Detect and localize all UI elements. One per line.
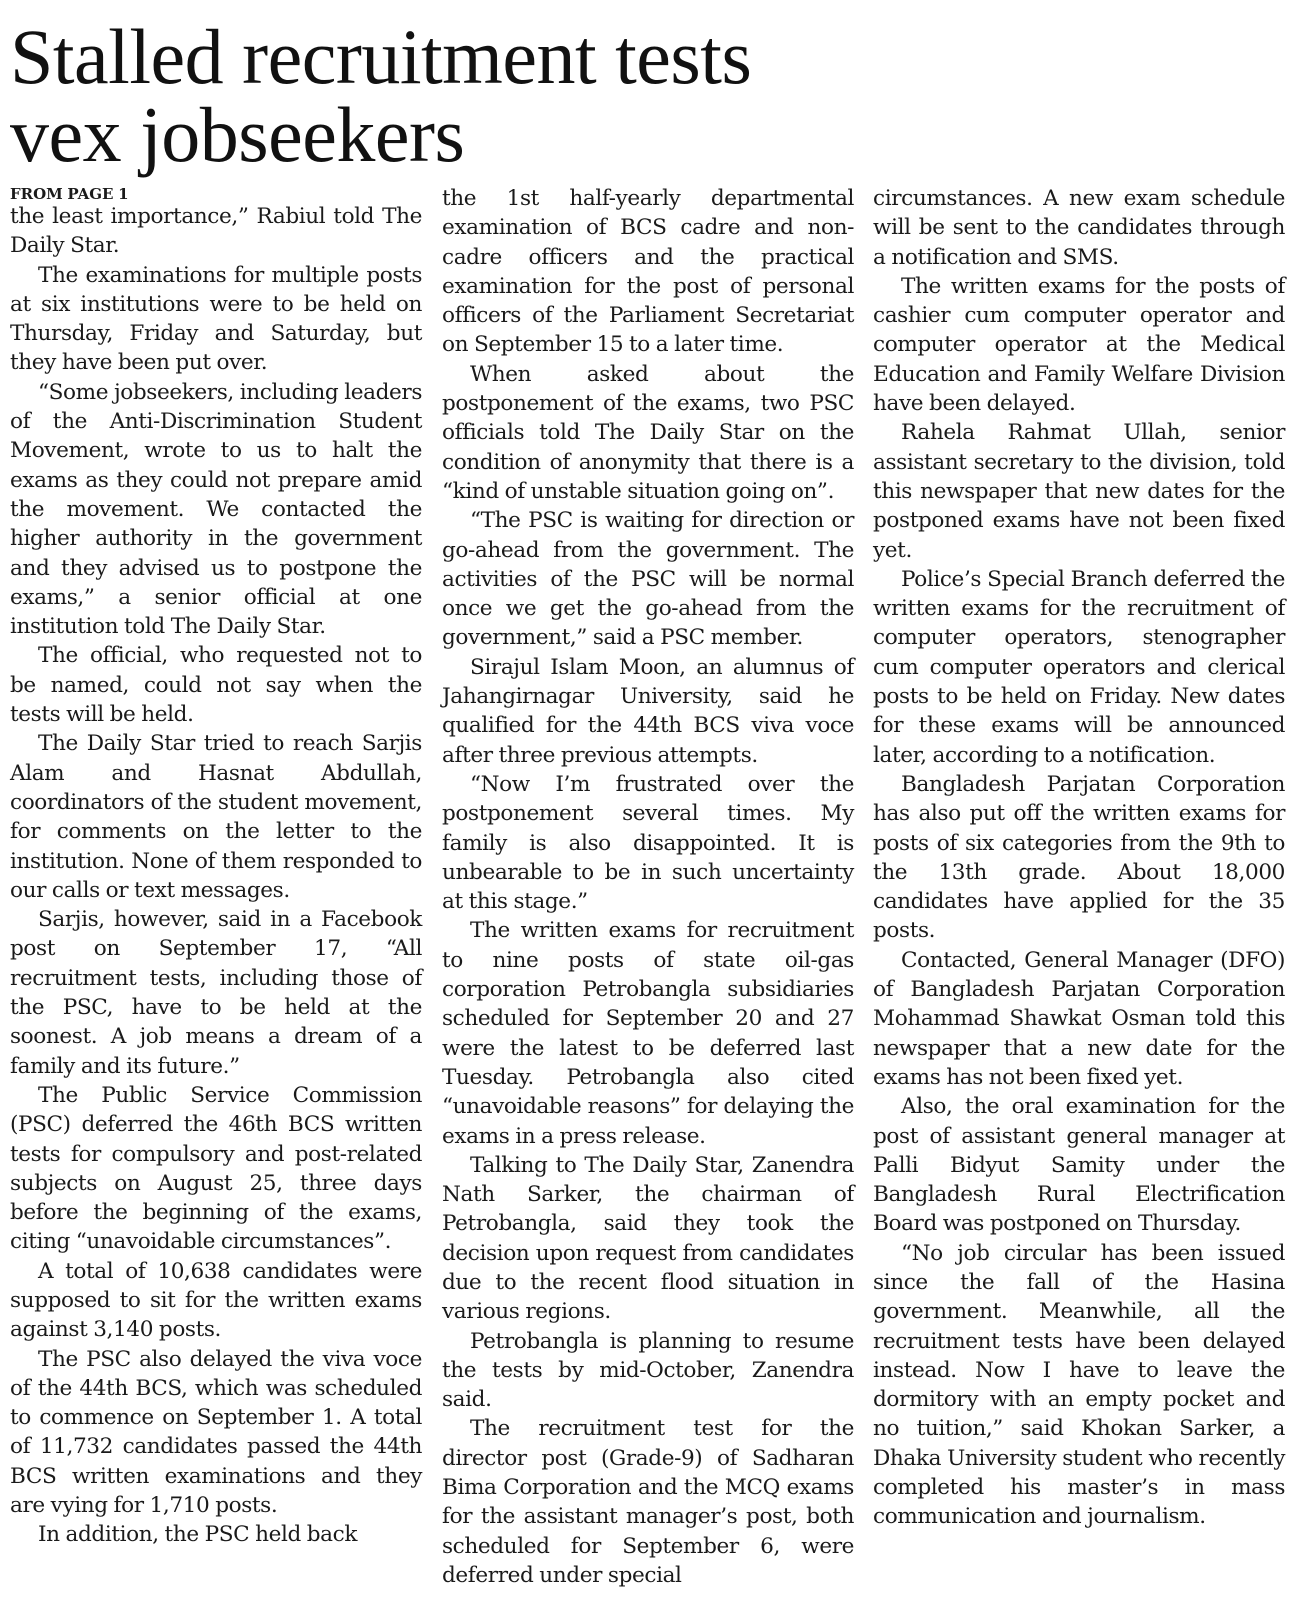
paragraph: The PSC also delayed the viva voce of the 44th BCS, which was scheduled to commence on September 1. A total of 11,732 candidates passed the 44th BCS written examinations and they are vying for 1,710 posts. [10,1346,422,1519]
paragraph: The written exams for the posts of cashier cum computer operator and computer operator at the Medical Education and Family Welfare Division have been delayed. [873,273,1285,417]
kicker-from-page: FROM PAGE 1 [10,185,129,203]
paragraph: A total of 10,638 candidates were supposed to sit for the written exams against 3,140 posts. [10,1258,422,1343]
paragraph: The Public Service Commission (PSC) deferred the 46th BCS written tests for compulsory and post-related subjects on August 25, three days before the beginning of the exams, citing “unavoidable circumstances”. [10,1082,422,1255]
article-column-3 [873,184,1285,1532]
paragraph: “No job circular has been issued since the fall of the Hasina government. Meanwhile, all the recruitment tests have been delayed instead. Now I have to leave the dormitory with an empty pocket and no tuition,” said Khokan Sarker, a Dhaka University student who recently completed his master’s in mass communication and journalism. [873,1240,1285,1530]
paragraph: In addition, the PSC held back [38,1522,358,1548]
paragraph: the least importance,” Rabiul told The Daily Star. [10,204,422,259]
paragraph: circumstances. A new exam schedule will be sent to the candidates through a notification and SMS. [873,186,1285,270]
article-column-2 [442,184,854,1590]
paragraph: Talking to The Daily Star, Zanendra Nath Sarker, the chairman of Petrobangla, said they took the decision upon request from candidates due to the recent flood situation in various regions. [442,1152,854,1325]
paragraph: Bangladesh Parjatan Corporation has also put off the written exams for posts of six categories from the 9th to the 13th grade. About 18,000 candidates have applied for the 35 posts. [873,771,1285,944]
paragraph: the 1st half-yearly departmental examination of BCS cadre and non-cadre officers and the practical examination for the post of personal officers of the Parliament Secretariat on September 15 to a later time. [442,186,854,358]
paragraph: Also, the oral examination for the post of assistant general manager at Palli Bidyut Samity under the Bangladesh Rural Electrification Board was postponed on Thursday. [873,1094,1285,1237]
paragraph: Sarjis, however, said in a Facebook post on September 17, “All recruitment tests, including those of the PSC, have to be held at the soonest. A job means a dream of a family and its future.” [10,907,422,1079]
paragraph: The examinations for multiple posts at six institutions were to be held on Thursday, Friday and Saturday, but they have been put over. [10,262,422,376]
paragraph: The official, who requested not to be named, could not say when the tests will be held. [10,643,422,728]
headline-line-1: Stalled recruitment tests [10,13,752,100]
paragraph: “Some jobseekers, including leaders of the Anti-Discrimination Student Movement, wrote to us to halt the exams as they could not prepare amid the movement. We contacted the higher authority in the government and they advised us to postpone the exams,” a senior official at one institution told The Daily Star. [10,379,422,640]
paragraph: Rahela Rahmat Ullah, senior assistant secretary to the division, told this newspaper that new dates for the postponed exams have not been fixed yet. [873,420,1285,563]
paragraph: “Now I’m frustrated over the postponement several times. My family is also disappointed. It is unbearable to be in such uncertainty at this stage.” [442,771,854,915]
paragraph: When asked about the postponement of the exams, two PSC officials told The Daily Star on the condition of anonymity that there is a “kind of unstable situation going on”. [442,361,854,504]
paragraph: Petrobangla is planning to resume the tests by mid-October, Zanendra said. [442,1328,854,1413]
headline-line-2: vex jobseekers [10,91,465,178]
paragraph: The recruitment test for the director post (Grade-9) of Sadharan Bima Corporation and the MCQ exams for the assistant manager’s post, both scheduled for September 6, were deferred under special [442,1416,854,1588]
paragraph: Sirajul Islam Moon, an alumnus of Jahangirnagar University, said he qualified for the 44th BCS viva voce after three previous attempts. [442,654,854,768]
paragraph: The written exams for recruitment to nine posts of state oil-gas corporation Petrobangla subsidiaries scheduled for September 20 and 27 were the latest to be deferred last Tuesday. Petrobangla also cited “unavoidable reasons” for delaying the exams in a press release. [442,918,854,1149]
headline [10,13,1290,178]
article-column-1 [10,184,422,1550]
paragraph: Police’s Special Branch deferred the written exams for the recruitment of computer operators, stenographer cum computer operators and clerical posts to be held on Friday. New dates for these exams will be announced later, according to a notification. [873,566,1285,768]
paragraph: “The PSC is waiting for direction or go-ahead from the government. The activities of the PSC will be normal once we get the go-ahead from the government,” said a PSC member. [442,508,854,651]
paragraph: Contacted, General Manager (DFO) of Bangladesh Parjatan Corporation Mohammad Shawkat Osman told this newspaper that a new date for the exams has not been fixed yet. [873,947,1285,1090]
paragraph: The Daily Star tried to reach Sarjis Alam and Hasnat Abdullah, coordinators of the student movement, for comments on the letter to the institution. None of them responded to our calls or text messages. [10,731,422,903]
